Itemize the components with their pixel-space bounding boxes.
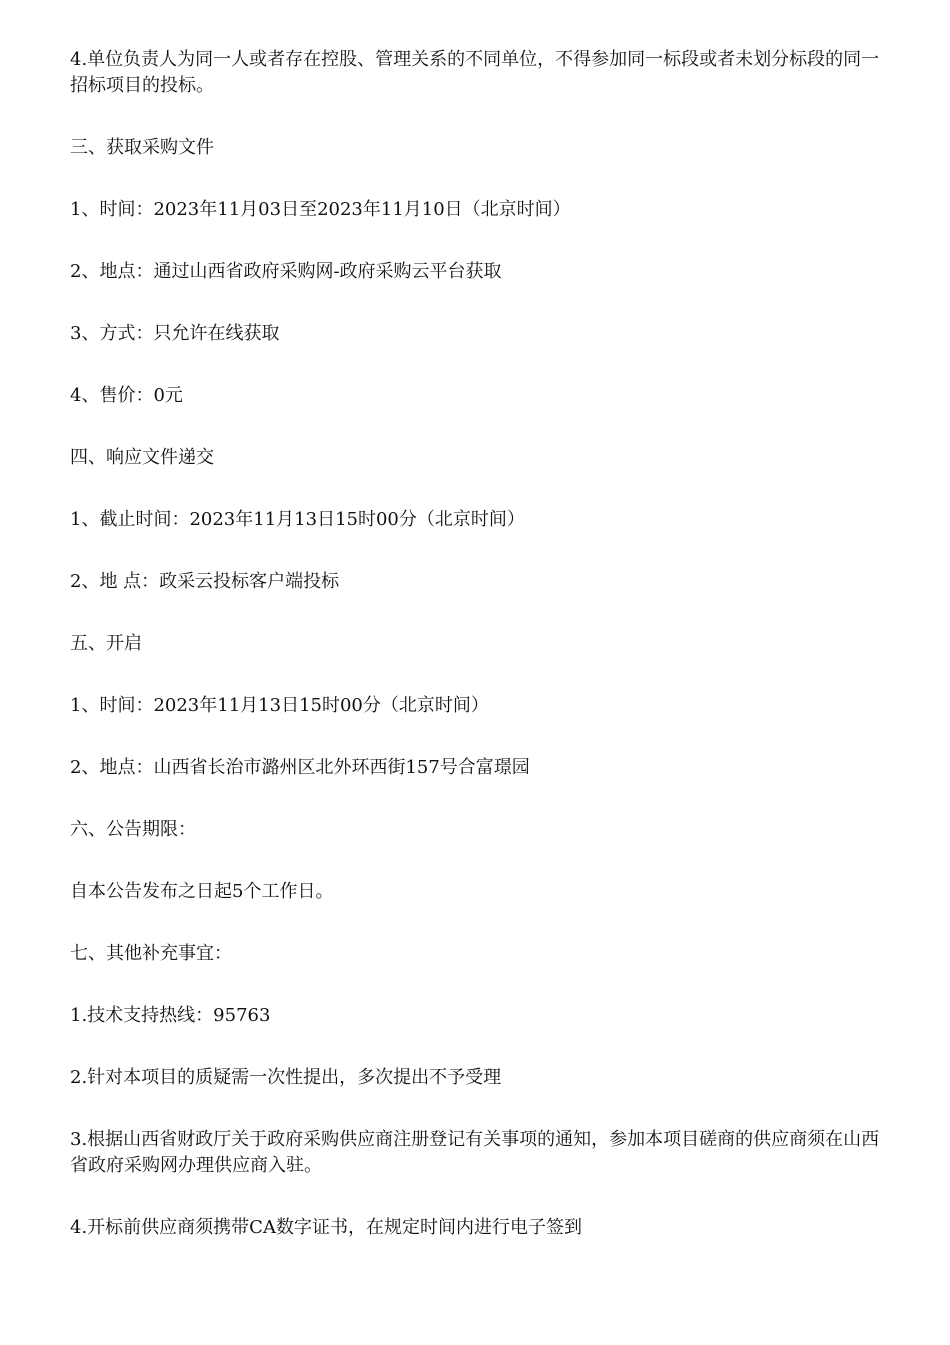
notice-period-text: 自本公告发布之日起5个工作日。 <box>70 881 334 902</box>
opening-time: 1、时间：2023年11月13日15时00分（北京时间） <box>70 695 489 716</box>
section-heading-opening: 五、开启 <box>70 633 142 654</box>
obtain-location: 2、地点：通过山西省政府采购网-政府采购云平台获取 <box>70 261 502 282</box>
obtain-method: 3、方式：只允许在线获取 <box>70 323 280 344</box>
support-hotline: 1.技术支持热线：95763 <box>70 1005 271 1026</box>
challenge-rule: 2.针对本项目的质疑需一次性提出，多次提出不予受理 <box>70 1067 502 1088</box>
submission-deadline: 1、截止时间：2023年11月13日15时00分（北京时间） <box>70 509 525 530</box>
section-heading-notice-period: 六、公告期限： <box>70 819 196 840</box>
supplier-registration-rule: 3.根据山西省财政厅关于政府采购供应商注册登记有关事项的通知，参加本项目磋商的供应商须在山西省政府采购网办理供应商入驻。 <box>70 1129 880 1176</box>
section-heading-obtain-documents: 三、获取采购文件 <box>70 137 214 158</box>
eligibility-clause-4: 4.单位负责人为同一人或者存在控股、管理关系的不同单位，不得参加同一标段或者未划分标段的同一招标项目的投标。 <box>70 49 880 96</box>
ca-certificate-rule: 4.开标前供应商须携带CA数字证书，在规定时间内进行电子签到 <box>70 1217 582 1238</box>
submission-location: 2、地 点：政采云投标客户端投标 <box>70 571 340 592</box>
document-page <box>70 47 880 1241</box>
section-heading-submission: 四、响应文件递交 <box>70 447 214 468</box>
opening-location: 2、地点：山西省长治市潞州区北外环西街157号合富璟园 <box>70 757 530 778</box>
section-heading-other-matters: 七、其他补充事宜： <box>70 943 232 964</box>
obtain-price: 4、售价：0元 <box>70 385 183 406</box>
obtain-time: 1、时间：2023年11月03日至2023年11月10日（北京时间） <box>70 199 571 220</box>
